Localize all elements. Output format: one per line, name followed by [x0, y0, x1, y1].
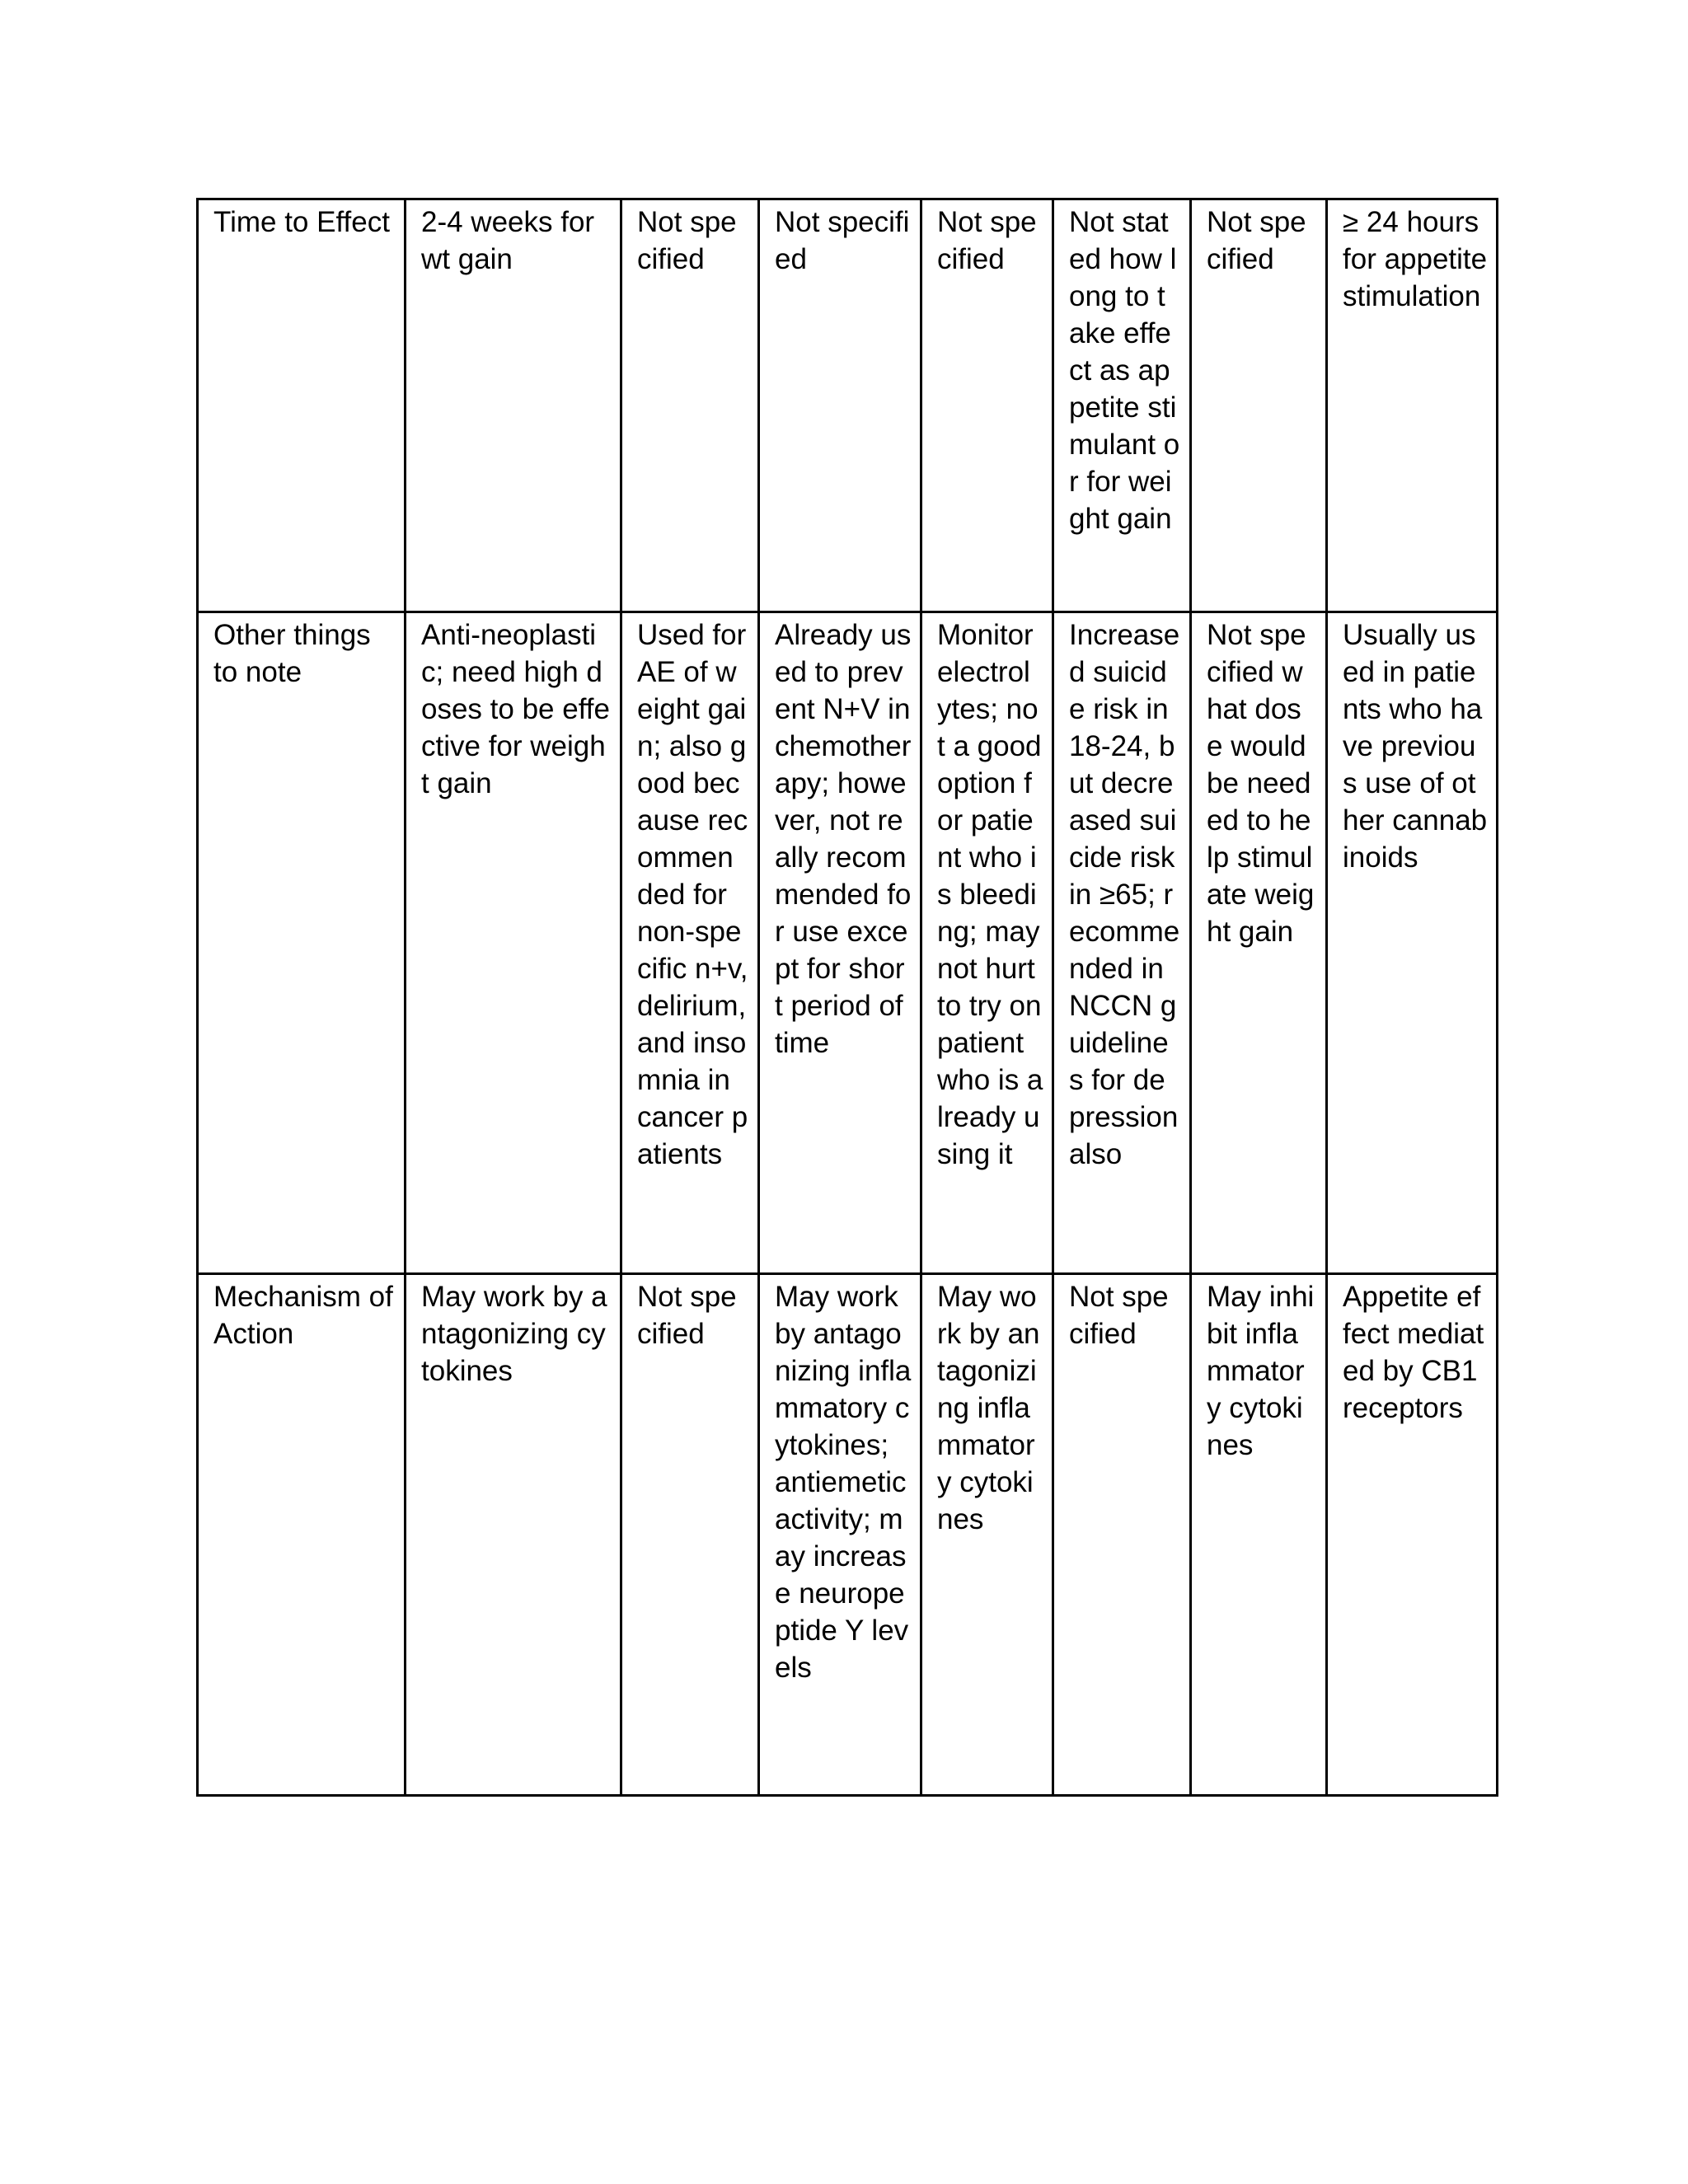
row-header-mechanism-of-action: Mechanism of Action [198, 1274, 406, 1796]
row-header-other-things-to-note: Other things to note [198, 612, 406, 1274]
table-cell: May work by antagonizing cytokines [406, 1274, 621, 1796]
table-cell: Not specified [1053, 1274, 1191, 1796]
table-cell: Already used to prevent N+V in chemotherapy; however, not really recommended for use except for short period of time [759, 612, 921, 1274]
table-cell: Anti-neoplastic; need high doses to be effective for weight gain [406, 612, 621, 1274]
table-cell: Not specified [921, 199, 1053, 612]
table-cell: Appetite effect mediated by CB1 receptors [1327, 1274, 1498, 1796]
table-cell: Not specified [1191, 199, 1327, 612]
table-cell: May work by antagonizing inflammatory cytokines [921, 1274, 1053, 1796]
table-cell: Monitor electrolytes; not a good option for patient who is bleeding; may not hurt to try on patient who is already using it [921, 612, 1053, 1274]
table-cell: May inhibit inflammatory cytokines [1191, 1274, 1327, 1796]
table-row [198, 612, 1498, 1274]
row-header-time-to-effect: Time to Effect [198, 199, 406, 612]
table-cell: ≥ 24 hours for appetite stimulation [1327, 199, 1498, 612]
table-cell: Usually used in patients who have previous use of other cannabinoids [1327, 612, 1498, 1274]
table-cell: Not specified [621, 199, 759, 612]
table-cell: Not specified [759, 199, 921, 612]
table-row [198, 1274, 1498, 1796]
table-cell: Not specified [621, 1274, 759, 1796]
table-row [198, 199, 1498, 612]
table-cell: Not stated how long to take effect as appetite stimulant or for weight gain [1053, 199, 1191, 612]
comparison-table [196, 198, 1498, 1797]
table-cell: Used for AE of weight gain; also good because recommended for non-specific n+v, delirium, and insomnia in cancer patients [621, 612, 759, 1274]
table-cell: May work by antagonizing inflammatory cytokines; antiemetic activity; may increase neuropeptide Y levels [759, 1274, 921, 1796]
table-cell: 2-4 weeks for wt gain [406, 199, 621, 612]
table-cell: Not specified what dose would be needed to help stimulate weight gain [1191, 612, 1327, 1274]
table-cell: Increased suicide risk in 18-24, but decreased suicide risk in ≥65; recommended in NCCN guidelines for depression also [1053, 612, 1191, 1274]
